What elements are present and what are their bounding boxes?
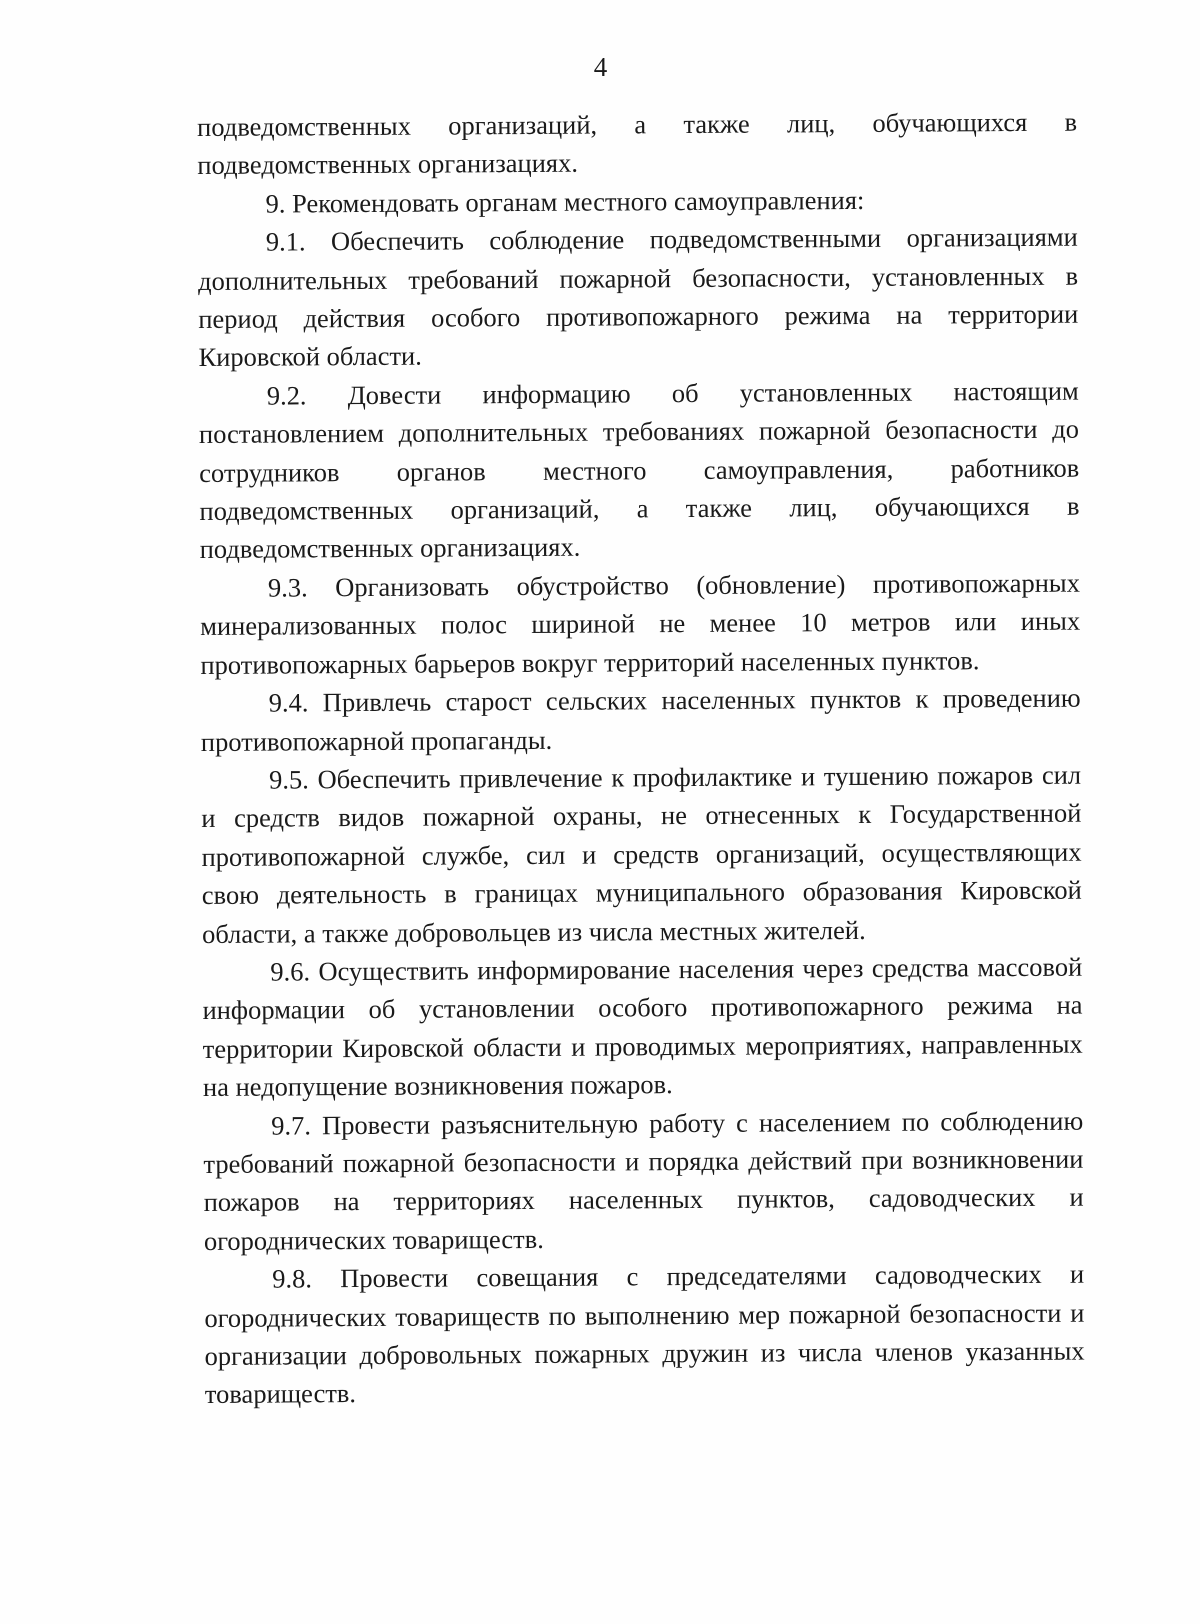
paragraph-9-6: 9.6. Осуществить информирование населения через средства массовой информации об установлении особого противопожарного режима на территории Кировской области и проводимых мероприятиях, направленных на недопущение возникновения пожаров.	[202, 951, 1083, 1103]
paragraph-continuation: подведомственных организаций, а также лиц, обучающихся в подведомственных организациях.	[197, 106, 1078, 181]
paragraph-9-7: 9.7. Провести разъяснительную работу с населением по соблюдению требований пожарной безопасности и порядка действий при возникновении пожаров на территориях населенных пунктов, садоводческих и огороднических товариществ.	[203, 1105, 1084, 1256]
paragraph-9-5: 9.5. Обеспечить привлечение к профилактике и тушению пожаров сил и средств видов пожарной охраны, не отнесенных к Государственной противопожарной службе, сил и средств организаций, осуществляющих свою деятельность в границах муниципального образования Кировской области, а также добровольцев из числа местных жителей.	[201, 759, 1082, 949]
paragraph-9-4: 9.4. Привлечь старост сельских населенных пунктов к проведению противопожарной пропаганды.	[200, 682, 1081, 757]
paragraph-9: 9. Рекомендовать органам местного самоуправления:	[265, 184, 865, 219]
paragraph-9-2: 9.2. Довести информацию об установленных настоящим постановлением дополнительных требованиях пожарной безопасности до сотрудников органов местного самоуправления, работников подведомственных организаций, а также лиц, обучающихся в подведомственных организациях.	[198, 375, 1080, 565]
paragraph-9-1: 9.1. Обеспечить соблюдение подведомственными организациями дополнительных требований пожарной безопасности, установленных в период действия особого противопожарного режима на территории Кировской области.	[197, 221, 1079, 373]
document-body	[197, 103, 1085, 1414]
paragraph-9-3: 9.3. Организовать обустройство (обновление) противопожарных минерализованных полос шириной не менее 10 метров или иных противопожарных барьеров вокруг территорий населенных пунктов.	[200, 567, 1081, 680]
page-number: 4	[593, 52, 608, 82]
paragraph-9-8: 9.8. Провести совещания с председателями садоводческих и огороднических товариществ по выполнению мер пожарной безопасности и организации добровольных пожарных дружин из числа членов указанных товариществ.	[204, 1258, 1085, 1410]
